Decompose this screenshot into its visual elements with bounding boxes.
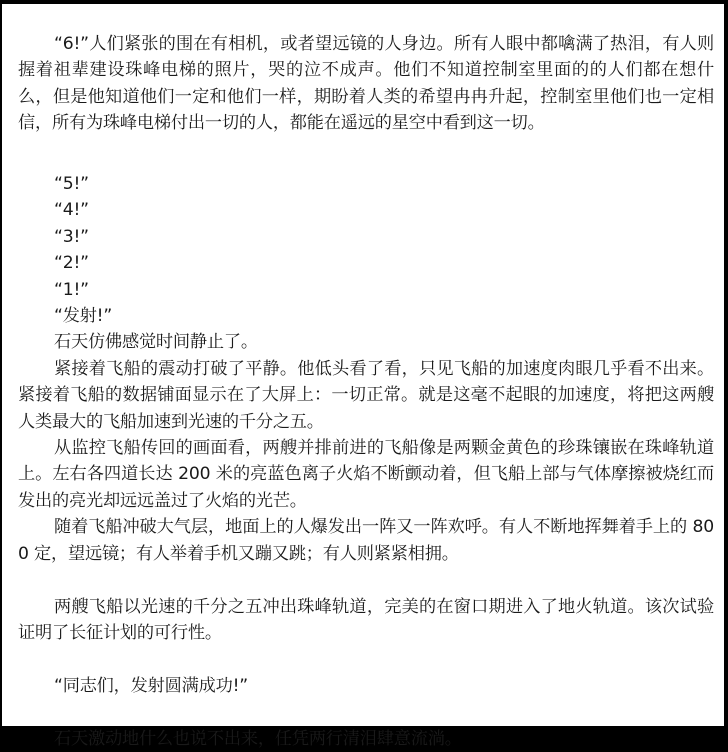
paragraph-tears: 石天激动地什么也说不出来，任凭两行清泪肆意流淌。 <box>54 728 462 749</box>
spacer <box>18 163 714 171</box>
paragraph-crowd-cheers: 随着飞船冲破大气层，地面上的人爆发出一阵又一阵欢呼。有人不断地挥舞着手上的 800 定，望远镜；有人举着手机又蹦又跳；有人则紧紧相拥。 <box>18 517 714 564</box>
spacer <box>18 646 714 672</box>
paragraph-launch: “发射!” <box>54 306 113 327</box>
spacer <box>18 567 714 593</box>
paragraph-countdown-four: “4!” <box>54 200 89 221</box>
paragraph-countdown-three: “3!” <box>54 226 89 247</box>
document-page <box>2 4 724 749</box>
paragraph-orbit-success: 两艘飞船以光速的千分之五冲出珠峰轨道，完美的在窗口期进入了地火轨道。该次试验证明了长征计划的可行性。 <box>18 596 714 643</box>
paragraph-countdown-five: “5!” <box>54 174 89 195</box>
spacer <box>18 9 714 31</box>
spacer <box>18 699 714 725</box>
paragraph-time-stopped: 石天仿佛感觉时间静止了。 <box>54 332 258 353</box>
paragraph-announcement: “同志们，发射圆满成功!” <box>54 675 248 696</box>
paragraph-monitor-view: 从监控飞船传回的画面看，两艘并排前进的飞船像是两颗金黄色的珍珠镶嵌在珠峰轨道上。左右各四道长达 200 米的亮蓝色离子火焰不断颤动着，但飞船上部与气体摩擦被烧红而发出的亮光却远远盖过了火焰的光芒。 <box>18 438 714 511</box>
paragraph-countdown-two: “2!” <box>54 253 89 274</box>
paragraph-countdown-six: “6!”人们紧张的围在有相机，或者望远镜的人身边。所有人眼中都噙满了热泪，有人则握着祖辈建设珠峰电梯的照片，哭的泣不成声。他们不知道控制室里面的的人们都在想什么，但是他知道他们一定和他们一样，期盼着人类的希望冉冉升起，控制室里他们也一定相信，所有为珠峰电梯付出一切的人，都能在遥远的星空中看到这一切。 <box>18 34 714 134</box>
spacer <box>18 137 714 163</box>
paragraph-countdown-one: “1!” <box>54 279 89 300</box>
paragraph-vibration: 紧接着飞船的震动打破了平静。他低头看了看，只见飞船的加速度肉眼几乎看不出来。紧接着飞船的数据铺面显示在了大屏上：一切正常。就是这毫不起眼的加速度，将把这两艘人类最大的飞船加速到光速的千分之五。 <box>18 358 714 432</box>
